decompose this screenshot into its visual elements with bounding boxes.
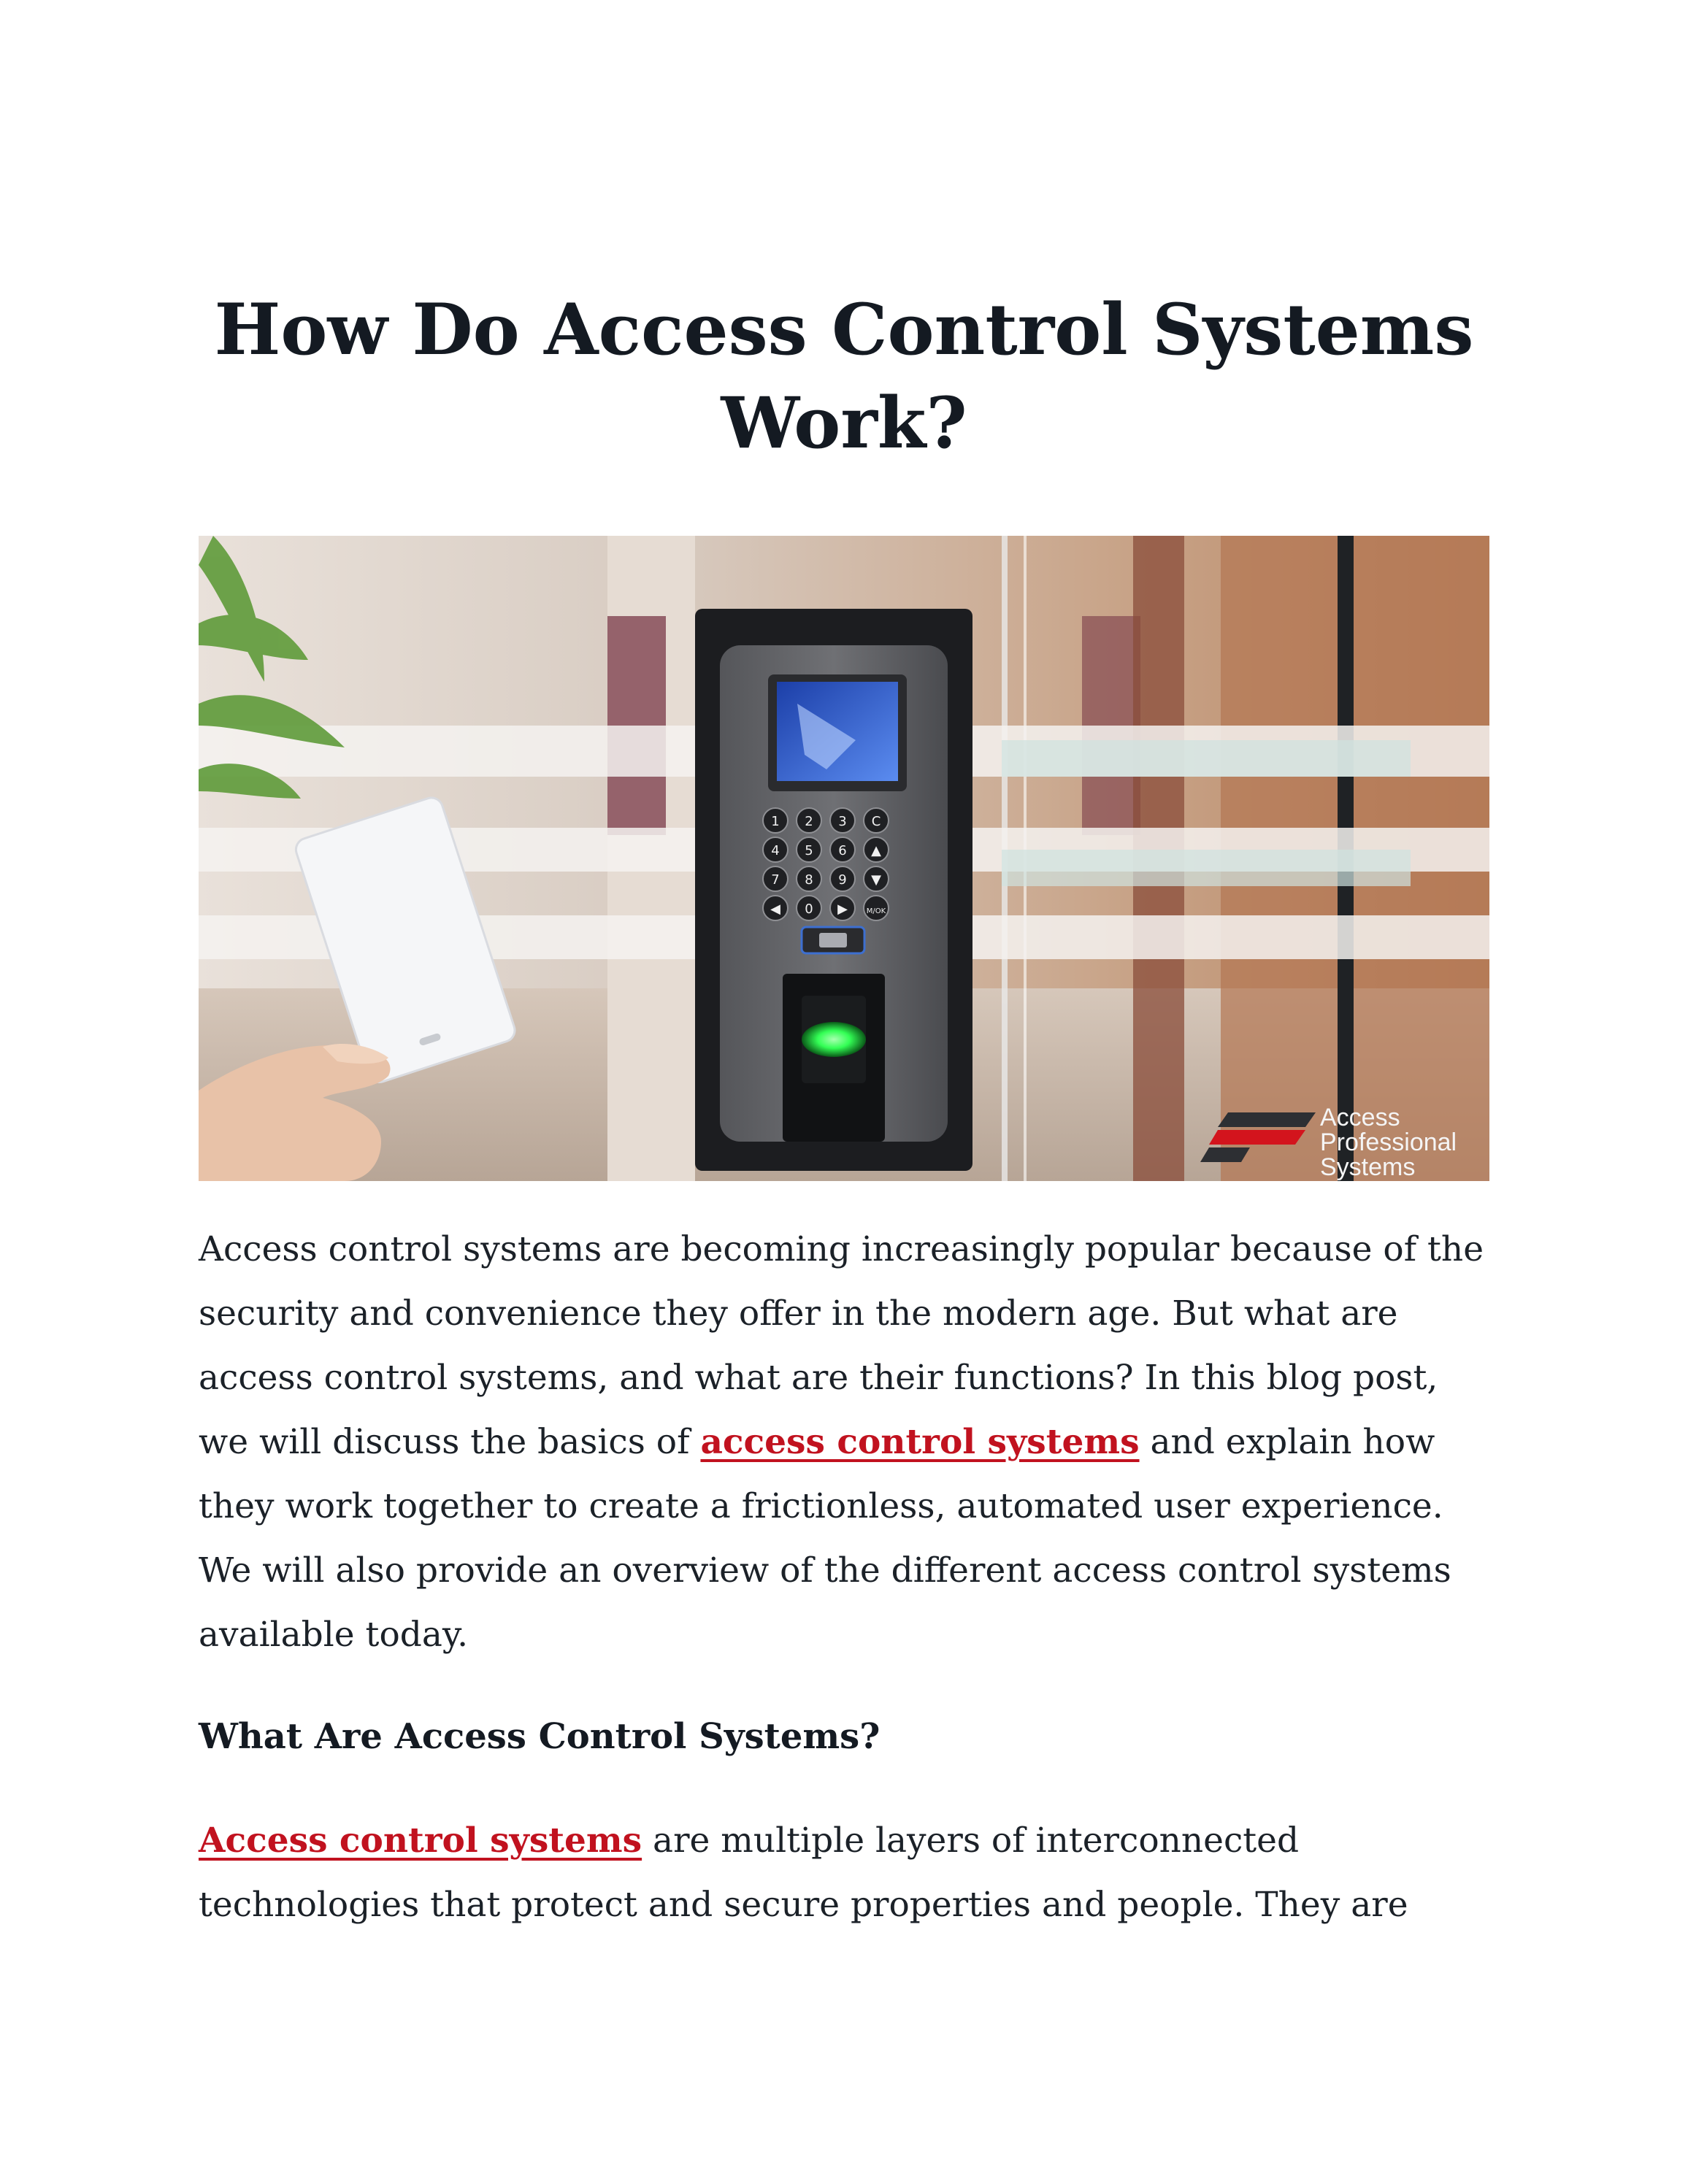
intro-line-1: Access control systems are becoming increasingly popular because of the: [199, 1229, 1484, 1269]
title-line-1: How Do Access Control Systems: [214, 288, 1474, 371]
logo-line-1: Access: [1320, 1104, 1400, 1131]
keypad-key-label: 9: [838, 872, 847, 888]
title-line-2: Work?: [721, 382, 967, 464]
keypad-key-label: 8: [805, 872, 813, 888]
access-control-systems-link[interactable]: access control systems: [700, 1422, 1140, 1462]
keypad-key-label: ▲: [871, 843, 881, 858]
keypad-key-label: 5: [805, 843, 813, 858]
access-control-systems-link-2[interactable]: Access control systems: [199, 1820, 642, 1861]
intro-line-4: [199, 1410, 1505, 1474]
intro-line-4-end: and explain how: [1139, 1422, 1435, 1462]
section-line-2: technologies that protect and secure properties and people. They are: [199, 1885, 1408, 1925]
keypad-key-label: 1: [771, 814, 780, 829]
logo-line-2: Professional: [1320, 1128, 1457, 1156]
keypad-key-label: ◀: [770, 901, 780, 917]
intro-line-7: available today.: [199, 1615, 469, 1655]
keypad-key-label: 3: [838, 814, 847, 829]
intro-line-5: they work together to create a frictionless, automated user experience.: [199, 1486, 1443, 1526]
keypad-key-label: M/OK: [866, 907, 886, 915]
section-heading: What Are Access Control Systems?: [199, 1716, 881, 1757]
section-paragraph: [199, 1809, 1505, 1937]
keypad-key-label: ▼: [871, 872, 881, 888]
keypad-key-label: 6: [838, 843, 847, 858]
hero-image: [199, 536, 1489, 1181]
keypad-key-label: 4: [771, 843, 780, 858]
intro-line-6: We will also provide an overview of the different access control systems: [199, 1550, 1451, 1591]
page-title: [199, 283, 1489, 470]
section-line-1-end: are multiple layers of interconnected: [642, 1820, 1300, 1861]
intro-line-3: access control systems, and what are their functions? In this blog post,: [199, 1358, 1438, 1398]
scanner-light: [802, 1022, 866, 1057]
intro-paragraph: [199, 1218, 1505, 1667]
intro-line-4-start: we will discuss the basics of: [199, 1422, 701, 1462]
keypad-key-label: ▶: [837, 901, 848, 917]
intro-line-2: security and convenience they offer in the modern age. But what are: [199, 1293, 1398, 1334]
keypad-key-label: C: [871, 814, 881, 829]
keypad-key-label: 7: [771, 872, 780, 888]
section-line-1: [199, 1809, 1505, 1873]
keypad-key-label: 2: [805, 814, 813, 829]
keypad-key-label: 0: [805, 901, 813, 917]
logo-line-3: Systems: [1320, 1153, 1416, 1181]
